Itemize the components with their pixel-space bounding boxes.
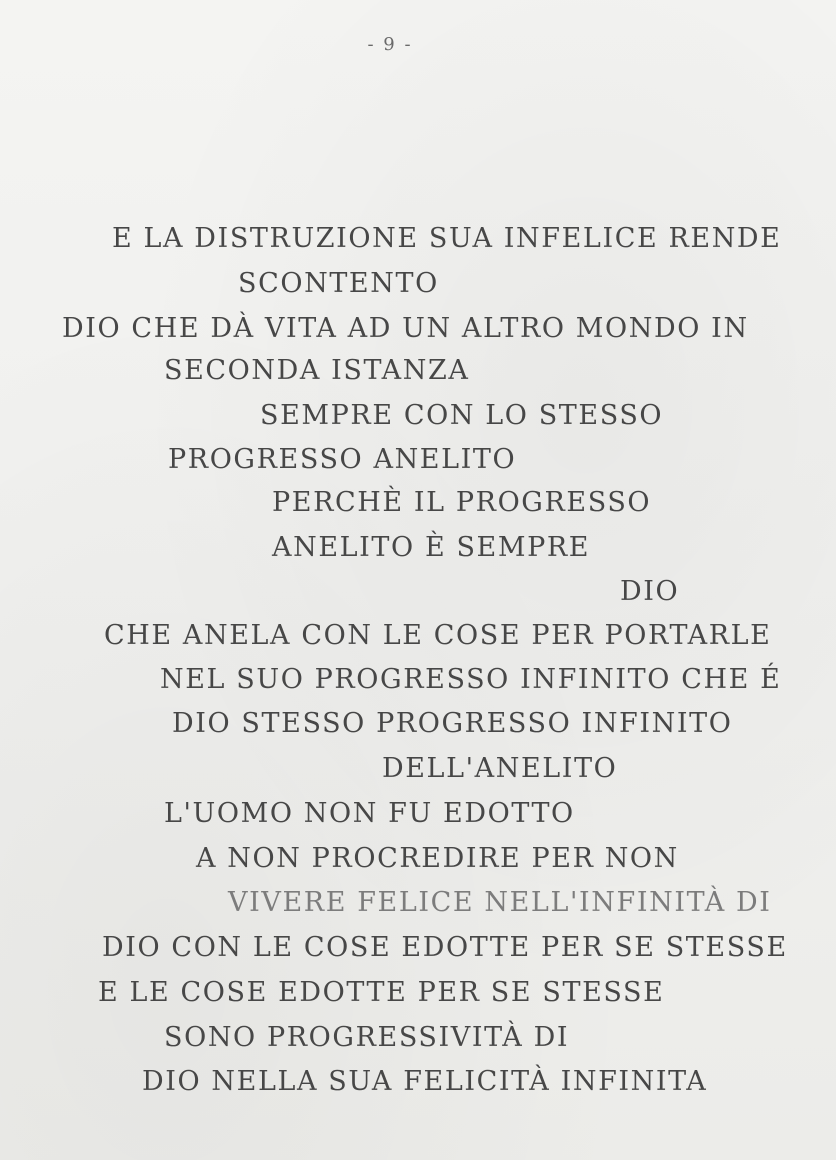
poem-line-1: E LA DISTRUZIONE SUA INFELICE RENDE (112, 223, 782, 254)
poem-line-20: DIO NELLA SUA FELICITÀ INFINITA (142, 1066, 708, 1097)
poem-line-17: DIO CON LE COSE EDOTTE PER SE STESSE (102, 932, 788, 963)
poem-line-19: SONO PROGRESSIVITÀ DI (164, 1022, 570, 1053)
poem-line-15: A NON PROCREDIRE PER NON (196, 843, 679, 874)
poem-line-3: DIO CHE DÀ VITA AD UN ALTRO MONDO IN (62, 313, 749, 344)
poem-line-14: L'UOMO NON FU EDOTTO (164, 798, 575, 829)
poem-line-11: NEL SUO PROGRESSO INFINITO CHE É (160, 664, 782, 695)
poem-line-8: ANELITO È SEMPRE (272, 532, 591, 563)
poem-line-4: SECONDA ISTANZA (164, 355, 470, 386)
poem-line-9: DIO (620, 576, 680, 607)
poem-line-6: PROGRESSO ANELITO (168, 444, 517, 475)
poem-line-2: SCONTENTO (238, 268, 439, 299)
poem-line-13: DELL'ANELITO (382, 753, 618, 784)
poem-line-10: CHE ANELA CON LE COSE PER PORTARLE (104, 620, 772, 651)
poem-line-16: VIVERE FELICE NELL'INFINITÀ DI (228, 887, 772, 918)
poem-line-7: PERCHÈ IL PROGRESSO (272, 487, 652, 518)
poem-line-12: DIO STESSO PROGRESSO INFINITO (172, 708, 733, 739)
page-number: - 9 - (367, 34, 413, 55)
poem-line-5: SEMPRE CON LO STESSO (260, 400, 664, 431)
poem-line-18: E LE COSE EDOTTE PER SE STESSE (98, 977, 665, 1008)
